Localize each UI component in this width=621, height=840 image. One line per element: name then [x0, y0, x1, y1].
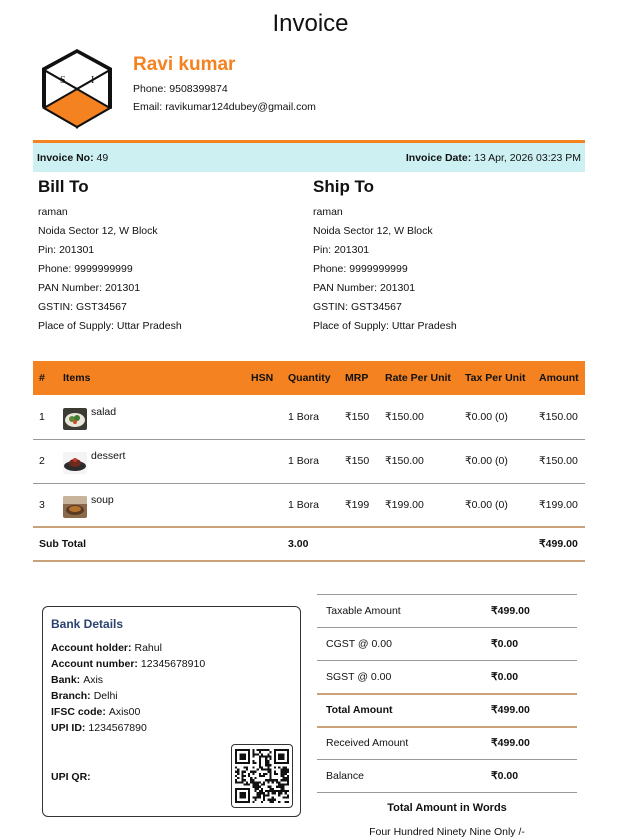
bank-upi-id-label: UPI ID: [51, 722, 86, 734]
totals-value: ₹0.00 [491, 638, 519, 650]
item-name: soup [91, 493, 114, 506]
ship-to-name: raman [313, 206, 343, 218]
ship-to-supply-label: Place of Supply: [313, 320, 389, 332]
bank-upi-id-value: 1234567890 [88, 722, 147, 734]
totals-row [317, 661, 577, 694]
column-header-hsn: HSN [251, 372, 274, 384]
soup-thumbnail-image [63, 496, 87, 518]
totals-label: Balance [326, 770, 364, 782]
ship-to-gstin-label: GSTIN: [313, 301, 349, 313]
bill-to-title: Bill To [38, 177, 89, 196]
bank-branch-label: Branch: [51, 690, 91, 702]
ship-to-supply-value: Uttar Pradesh [391, 320, 457, 332]
item-quantity: 1 Bora [288, 455, 319, 467]
item-quantity: 1 Bora [288, 498, 319, 511]
bill-to-section [38, 177, 308, 339]
ship-to-pan-value: 201301 [380, 282, 416, 294]
company-info [133, 54, 316, 119]
ship-to-title: Ship To [313, 177, 375, 196]
bill-to-gstin-label: GSTIN: [38, 301, 74, 313]
upi-qr-code [231, 744, 293, 808]
column-header-rate: Rate Per Unit [385, 372, 451, 384]
subtotal-row [33, 527, 585, 561]
ship-to-pin-label: Pin: [313, 244, 332, 256]
items-table-header [33, 361, 585, 395]
company-name: Ravi kumar [133, 54, 236, 75]
bank-account-holder [51, 642, 292, 658]
totals-row [317, 595, 577, 628]
bank-account-number-value: 12345678910 [140, 658, 206, 670]
bank-ifsc-label: IFSC code: [51, 706, 106, 718]
row-number: 1 [39, 410, 45, 423]
company-email-label: Email: [133, 101, 163, 113]
item-rate: ₹150.00 [385, 410, 424, 423]
totals-label: SGST @ 0.00 [326, 670, 392, 683]
ship-to-address: Noida Sector 12, W Block [313, 225, 433, 237]
bank-name [51, 674, 292, 690]
item-amount: ₹150.00 [539, 410, 578, 423]
table-row [33, 395, 585, 439]
ship-to-supply [313, 320, 583, 339]
items-table [33, 361, 585, 562]
page-title: Invoice [272, 10, 349, 37]
bill-to-supply-value: Uttar Pradesh [116, 320, 182, 332]
bill-to-pin-label: Pin: [38, 244, 57, 256]
logo-letter-s: S [60, 75, 66, 86]
item-mrp: ₹150 [345, 410, 370, 423]
item-amount: ₹199.00 [539, 498, 578, 511]
amount-in-words-value: Four Hundred Ninety Nine Only /- [369, 826, 525, 838]
bank-branch-value: Delhi [93, 690, 118, 702]
ship-to-pin [313, 244, 583, 263]
item-tax: ₹0.00 (0) [465, 455, 508, 467]
dessert-thumbnail-image [63, 452, 87, 474]
bill-to-pan [38, 282, 308, 301]
amount-in-words-title: Total Amount in Words [387, 802, 507, 814]
invoice-number-label: Invoice No: [37, 151, 94, 164]
item-mrp: ₹150 [345, 455, 370, 467]
totals-table [317, 594, 577, 793]
bill-to-gstin [38, 301, 308, 320]
company-phone [133, 83, 316, 95]
bank-name-label: Bank: [51, 674, 81, 686]
bank-details-title: Bank Details [51, 617, 124, 631]
bank-branch [51, 690, 292, 706]
totals-label: Received Amount [326, 737, 409, 750]
column-header-amount: Amount [539, 372, 579, 384]
bank-ifsc [51, 706, 292, 722]
item-hsn [245, 395, 282, 439]
invoice-date [406, 152, 581, 164]
bank-name-value: Axis [83, 674, 104, 686]
bank-ifsc-value: Axis00 [108, 706, 141, 718]
bank-account-number [51, 658, 292, 674]
bank-account-holder-value: Rahul [134, 642, 162, 654]
bill-to-pan-value: 201301 [105, 282, 141, 294]
invoice-date-value: 13 Apr, 2026 03:23 PM [474, 151, 581, 164]
ship-to-gstin-value: GST34567 [351, 301, 402, 313]
bill-to-supply [38, 320, 308, 339]
item-rate: ₹199.00 [385, 498, 424, 511]
item-cell [57, 395, 245, 439]
totals-label: Total Amount [326, 704, 393, 716]
qr-code-icon [235, 748, 289, 804]
ship-to-phone [313, 263, 583, 282]
bill-to-pin-value: 201301 [59, 244, 95, 256]
totals-value: ₹0.00 [491, 670, 519, 683]
totals-value: ₹499.00 [491, 605, 530, 617]
bank-details-card [42, 606, 301, 817]
totals-row [317, 760, 577, 793]
bill-to-pin [38, 244, 308, 263]
item-name: salad [91, 405, 117, 418]
item-quantity: 1 Bora [288, 410, 319, 423]
subtotal-quantity: 3.00 [288, 538, 309, 550]
ship-to-phone-value: 9999999999 [349, 263, 408, 275]
column-header-quantity: Quantity [288, 372, 331, 384]
item-hsn [245, 483, 282, 527]
totals-value: ₹499.00 [491, 704, 530, 716]
item-name: dessert [91, 450, 126, 462]
item-mrp: ₹199 [345, 498, 370, 511]
column-header-number: # [39, 372, 45, 384]
bank-upi-id [51, 722, 292, 738]
ship-to-pin-value: 201301 [334, 244, 370, 256]
totals-row [317, 628, 577, 661]
bill-to-name: raman [38, 206, 68, 218]
company-phone-label: Phone: [133, 83, 167, 95]
ship-to-section [313, 177, 583, 339]
totals-label: Taxable Amount [326, 605, 401, 617]
invoice-date-label: Invoice Date: [405, 151, 472, 164]
totals-label: CGST @ 0.00 [326, 638, 392, 650]
item-hsn [245, 439, 282, 483]
column-header-tax: Tax Per Unit [465, 372, 526, 384]
invoice-number-value: 49 [96, 151, 109, 164]
item-tax: ₹0.00 (0) [465, 498, 508, 511]
totals-value: ₹0.00 [491, 770, 519, 782]
bank-account-number-label: Account number: [51, 658, 138, 670]
totals-value: ₹499.00 [491, 737, 530, 750]
table-row [33, 483, 585, 527]
item-amount: ₹150.00 [539, 455, 578, 467]
column-header-items: Items [63, 372, 91, 384]
invoice-number [37, 152, 108, 164]
company-logo [42, 49, 112, 129]
bill-to-gstin-value: GST34567 [76, 301, 127, 313]
logo-letter-i: I [91, 75, 95, 86]
item-cell [57, 439, 245, 483]
subtotal-label: Sub Total [39, 538, 87, 550]
item-rate: ₹150.00 [385, 455, 424, 467]
row-number: 3 [39, 498, 45, 511]
bill-to-phone-label: Phone: [38, 263, 72, 275]
ship-to-pan-label: PAN Number: [313, 282, 377, 294]
bill-to-phone-value: 9999999999 [74, 263, 133, 275]
company-email-value: ravikumar124dubey@gmail.com [165, 101, 316, 113]
company-phone-value: 9508399874 [169, 83, 228, 95]
row-number: 2 [39, 455, 45, 467]
invoice-info-bar [33, 143, 585, 172]
bill-to-pan-label: PAN Number: [38, 282, 102, 294]
totals-row [317, 694, 577, 727]
bill-to-phone [38, 263, 308, 282]
subtotal-amount: ₹499.00 [539, 538, 578, 550]
bill-to-address: Noida Sector 12, W Block [38, 225, 158, 237]
column-header-mrp: MRP [345, 372, 369, 384]
totals-row [317, 727, 577, 760]
table-row [33, 439, 585, 483]
item-cell [57, 483, 245, 527]
ship-to-gstin [313, 301, 583, 320]
salad-thumbnail-image [63, 408, 87, 430]
company-email [133, 101, 316, 113]
upi-qr-label: UPI QR: [51, 771, 91, 783]
ship-to-pan [313, 282, 583, 301]
item-tax: ₹0.00 (0) [465, 410, 508, 423]
bank-account-holder-label: Account holder: [51, 642, 132, 654]
bill-to-supply-label: Place of Supply: [38, 320, 114, 332]
ship-to-phone-label: Phone: [313, 263, 347, 275]
